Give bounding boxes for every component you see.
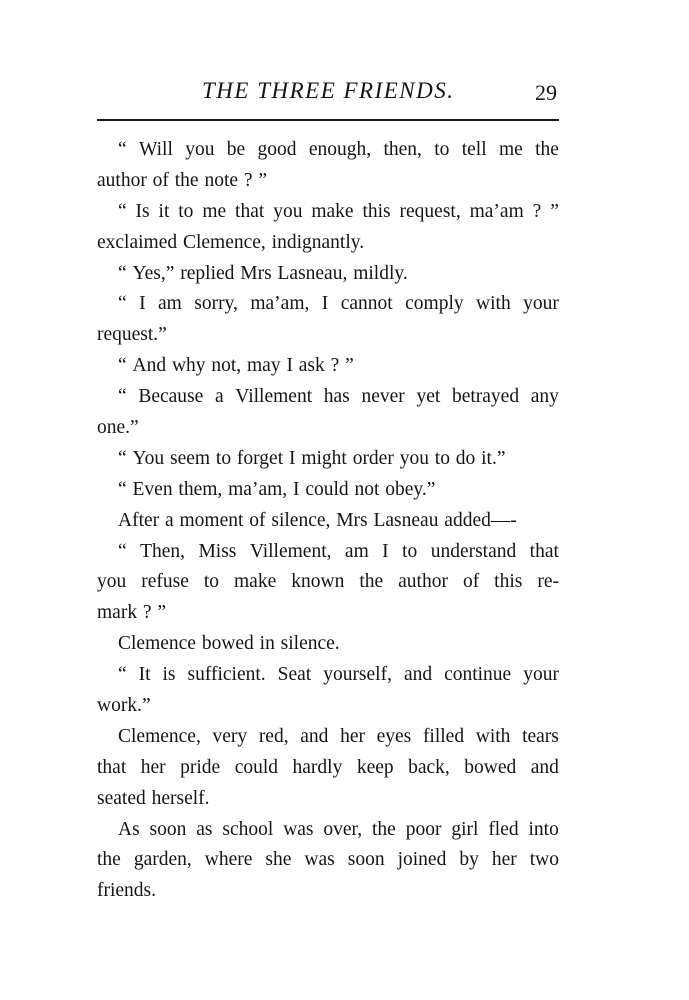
text-line: As soon as school was over, the poor girl fled into [118,818,559,840]
text-line: After a moment of silence, Mrs Lasneau added—- [118,509,517,531]
text-line: “ Then, Miss Villement, am I to understand that [118,540,559,562]
text-line: Clemence, very red, and her eyes filled with tears [118,725,559,747]
text-line: friends. [97,880,157,902]
text-line: “ Is it to me that you make this request, ma’am ? ” [118,200,559,222]
text-line: “ Even them, ma’am, I could not obey.” [118,478,436,500]
text-line: “ Will you be good enough, then, to tell me the [118,139,559,160]
text-line: that her pride could hardly keep back, bowed and [97,756,559,778]
text-line: “ You seem to forget I might order you to do it.” [118,447,506,469]
page-number: 29 [535,80,557,105]
text-line: Clemence bowed in silence. [118,633,340,655]
text-line: you refuse to make known the author of this re- [97,571,559,593]
text-line: “ Yes,” replied Mrs Lasneau, mildly. [118,262,408,284]
text-line: work.” [97,695,151,717]
text-line: author of the note ? ” [97,169,268,191]
text-line: “ Because a Villement has never yet betrayed any [118,386,559,408]
body-text [97,135,559,907]
running-title: THE THREE FRIENDS. [202,78,455,103]
text-line: “ And why not, may I ask ? ” [118,355,354,377]
text-line: one.” [97,417,139,439]
text-line: “ It is sufficient. Seat yourself, and continue your [118,664,559,686]
text-line: “ I am sorry, ma’am, I cannot comply with your [118,293,559,315]
text-line: mark ? ” [97,602,167,624]
text-line: seated herself. [97,787,210,809]
header-rule [97,119,559,121]
text-line: request.” [97,324,167,346]
text-line: exclaimed Clemence, indignantly. [97,231,365,253]
text-line: the garden, where she was soon joined by her two [97,849,559,871]
